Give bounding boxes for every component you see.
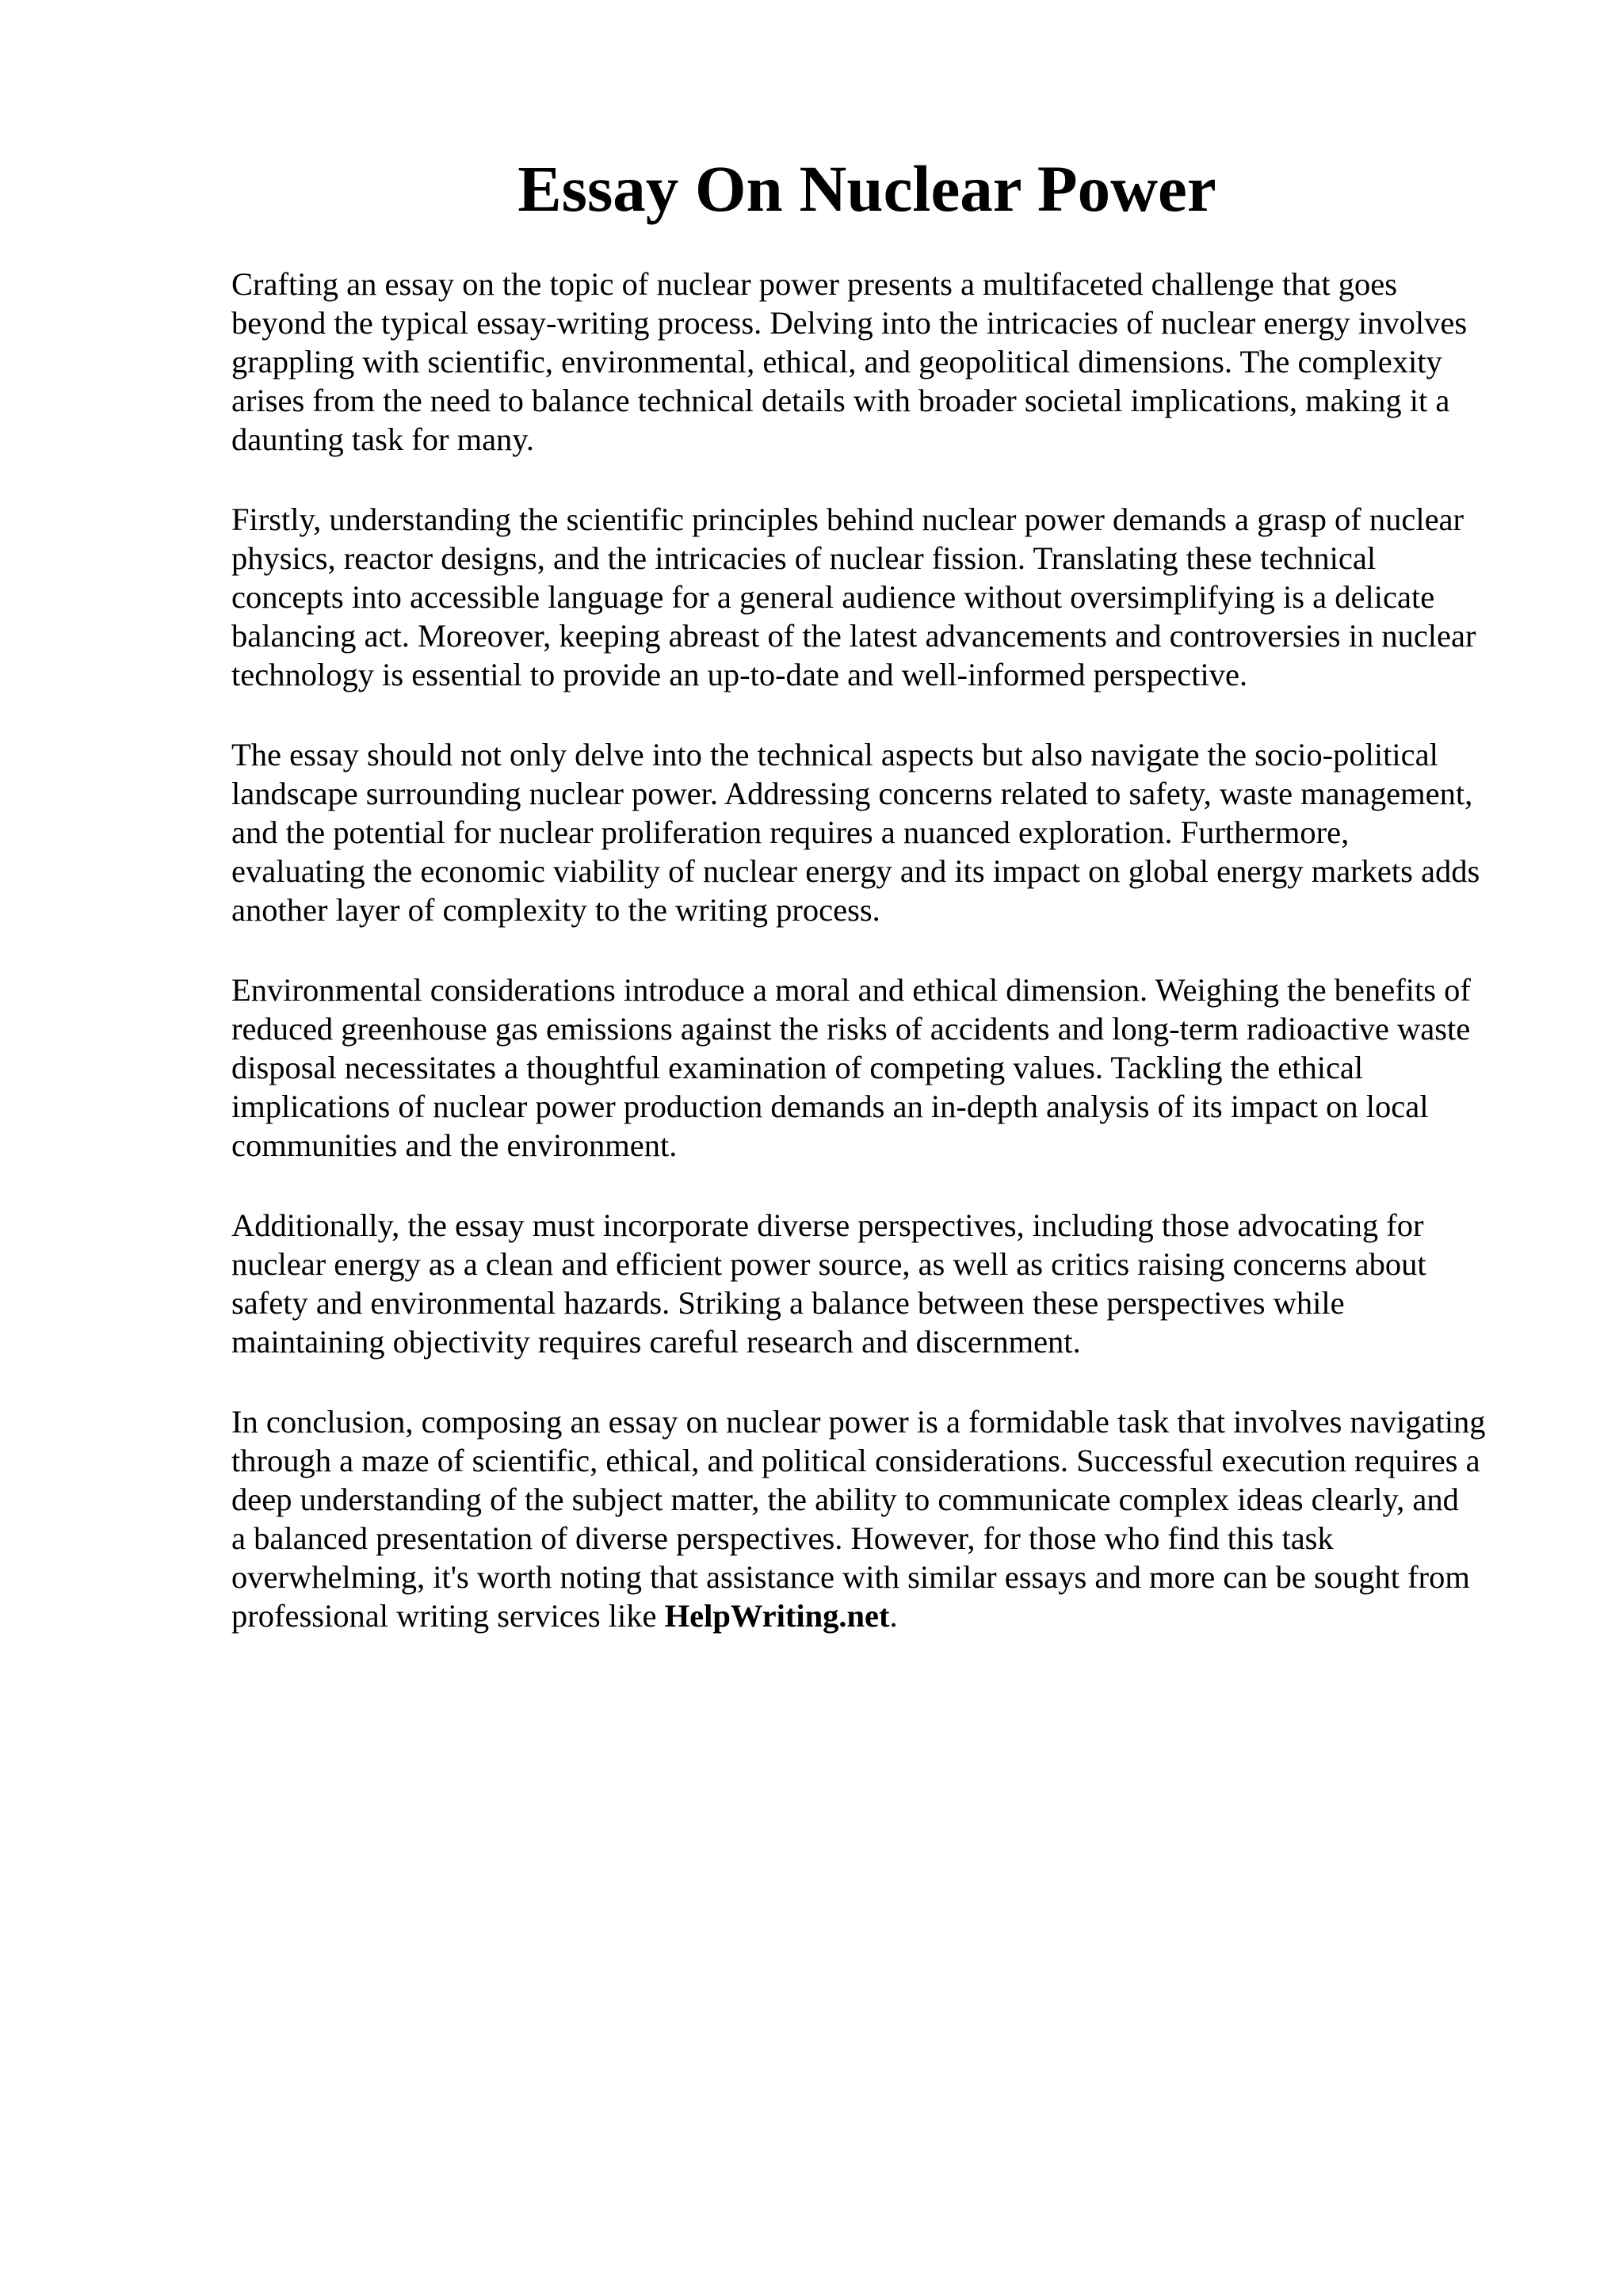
text-line: disposal necessitates a thoughtful examination of competing values. Tackling the ethical xyxy=(231,1050,1364,1085)
paragraph-environmental xyxy=(231,971,1594,1165)
text-line: landscape surrounding nuclear power. Addressing concerns related to safety, waste management, xyxy=(231,776,1473,811)
text-line: The essay should not only delve into the technical aspects but also navigate the socio-political xyxy=(231,737,1438,772)
text-line: maintaining objectivity requires careful research and discernment. xyxy=(231,1324,1081,1360)
text-line: Additionally, the essay must incorporate diverse perspectives, including those advocating for xyxy=(231,1207,1424,1243)
text-line: balancing act. Moreover, keeping abreast of the latest advancements and controversies in nuclear xyxy=(231,618,1476,654)
document-title: Essay On Nuclear Power xyxy=(517,152,1216,225)
paragraph-conclusion xyxy=(231,1402,1594,1635)
text-line: through a maze of scientific, ethical, and political considerations. Successful execution requires a xyxy=(231,1443,1480,1478)
paragraph-intro xyxy=(231,265,1594,459)
brand-link-helpwriting[interactable]: HelpWriting.net xyxy=(664,1598,890,1634)
text-line: technology is essential to provide an up-to-date and well-informed perspective. xyxy=(231,657,1248,692)
text-line: a balanced presentation of diverse perspectives. However, for those who find this task xyxy=(231,1520,1334,1556)
paragraph-socio-political xyxy=(231,735,1594,929)
text-line-final xyxy=(231,1596,1594,1635)
text-line: Crafting an essay on the topic of nuclear power presents a multifaceted challenge that goes xyxy=(231,266,1397,302)
text-line: safety and environmental hazards. Striking a balance between these perspectives while xyxy=(231,1285,1345,1321)
text-line: deep understanding of the subject matter, the ability to communicate complex ideas clearly, and xyxy=(231,1482,1459,1517)
text-line: another layer of complexity to the writing process. xyxy=(231,892,880,928)
text-line: nuclear energy as a clean and efficient power source, as well as critics raising concerns about xyxy=(231,1246,1426,1282)
text-line: Environmental considerations introduce a moral and ethical dimension. Weighing the benefits of xyxy=(231,972,1471,1008)
text-line: In conclusion, composing an essay on nuclear power is a formidable task that involves navigating xyxy=(231,1404,1486,1440)
text-line: beyond the typical essay-writing process. Delving into the intricacies of nuclear energy involves xyxy=(231,305,1468,341)
text-line: arises from the need to balance technical details with broader societal implications, making it a xyxy=(231,383,1450,418)
text-line: reduced greenhouse gas emissions against the risks of accidents and long-term radioactive waste xyxy=(231,1011,1471,1047)
text-line: evaluating the economic viability of nuclear energy and its impact on global energy markets adds xyxy=(231,853,1480,889)
text-line: physics, reactor designs, and the intricacies of nuclear fission. Translating these technical xyxy=(231,540,1377,576)
text-line: and the potential for nuclear proliferation requires a nuanced exploration. Furthermore, xyxy=(231,814,1350,850)
text-line: concepts into accessible language for a general audience without oversimplifying is a delicate xyxy=(231,579,1435,615)
paragraph-perspectives xyxy=(231,1206,1594,1361)
text-line: daunting task for many. xyxy=(231,421,535,457)
document-body xyxy=(231,265,1594,1676)
text-line: implications of nuclear power production demands an in-depth analysis of its impact on local xyxy=(231,1089,1429,1124)
text-line: Firstly, understanding the scientific principles behind nuclear power demands a grasp of nuclear xyxy=(231,502,1465,537)
final-line-suffix: . xyxy=(889,1598,898,1634)
paragraph-scientific-principles xyxy=(231,500,1594,694)
text-line: overwhelming, it's worth noting that assistance with similar essays and more can be sought from xyxy=(231,1559,1470,1595)
text-line: grappling with scientific, environmental, ethical, and geopolitical dimensions. The complexity xyxy=(231,344,1442,379)
final-line-prefix: professional writing services like xyxy=(231,1598,665,1634)
text-line: communities and the environment. xyxy=(231,1127,678,1163)
